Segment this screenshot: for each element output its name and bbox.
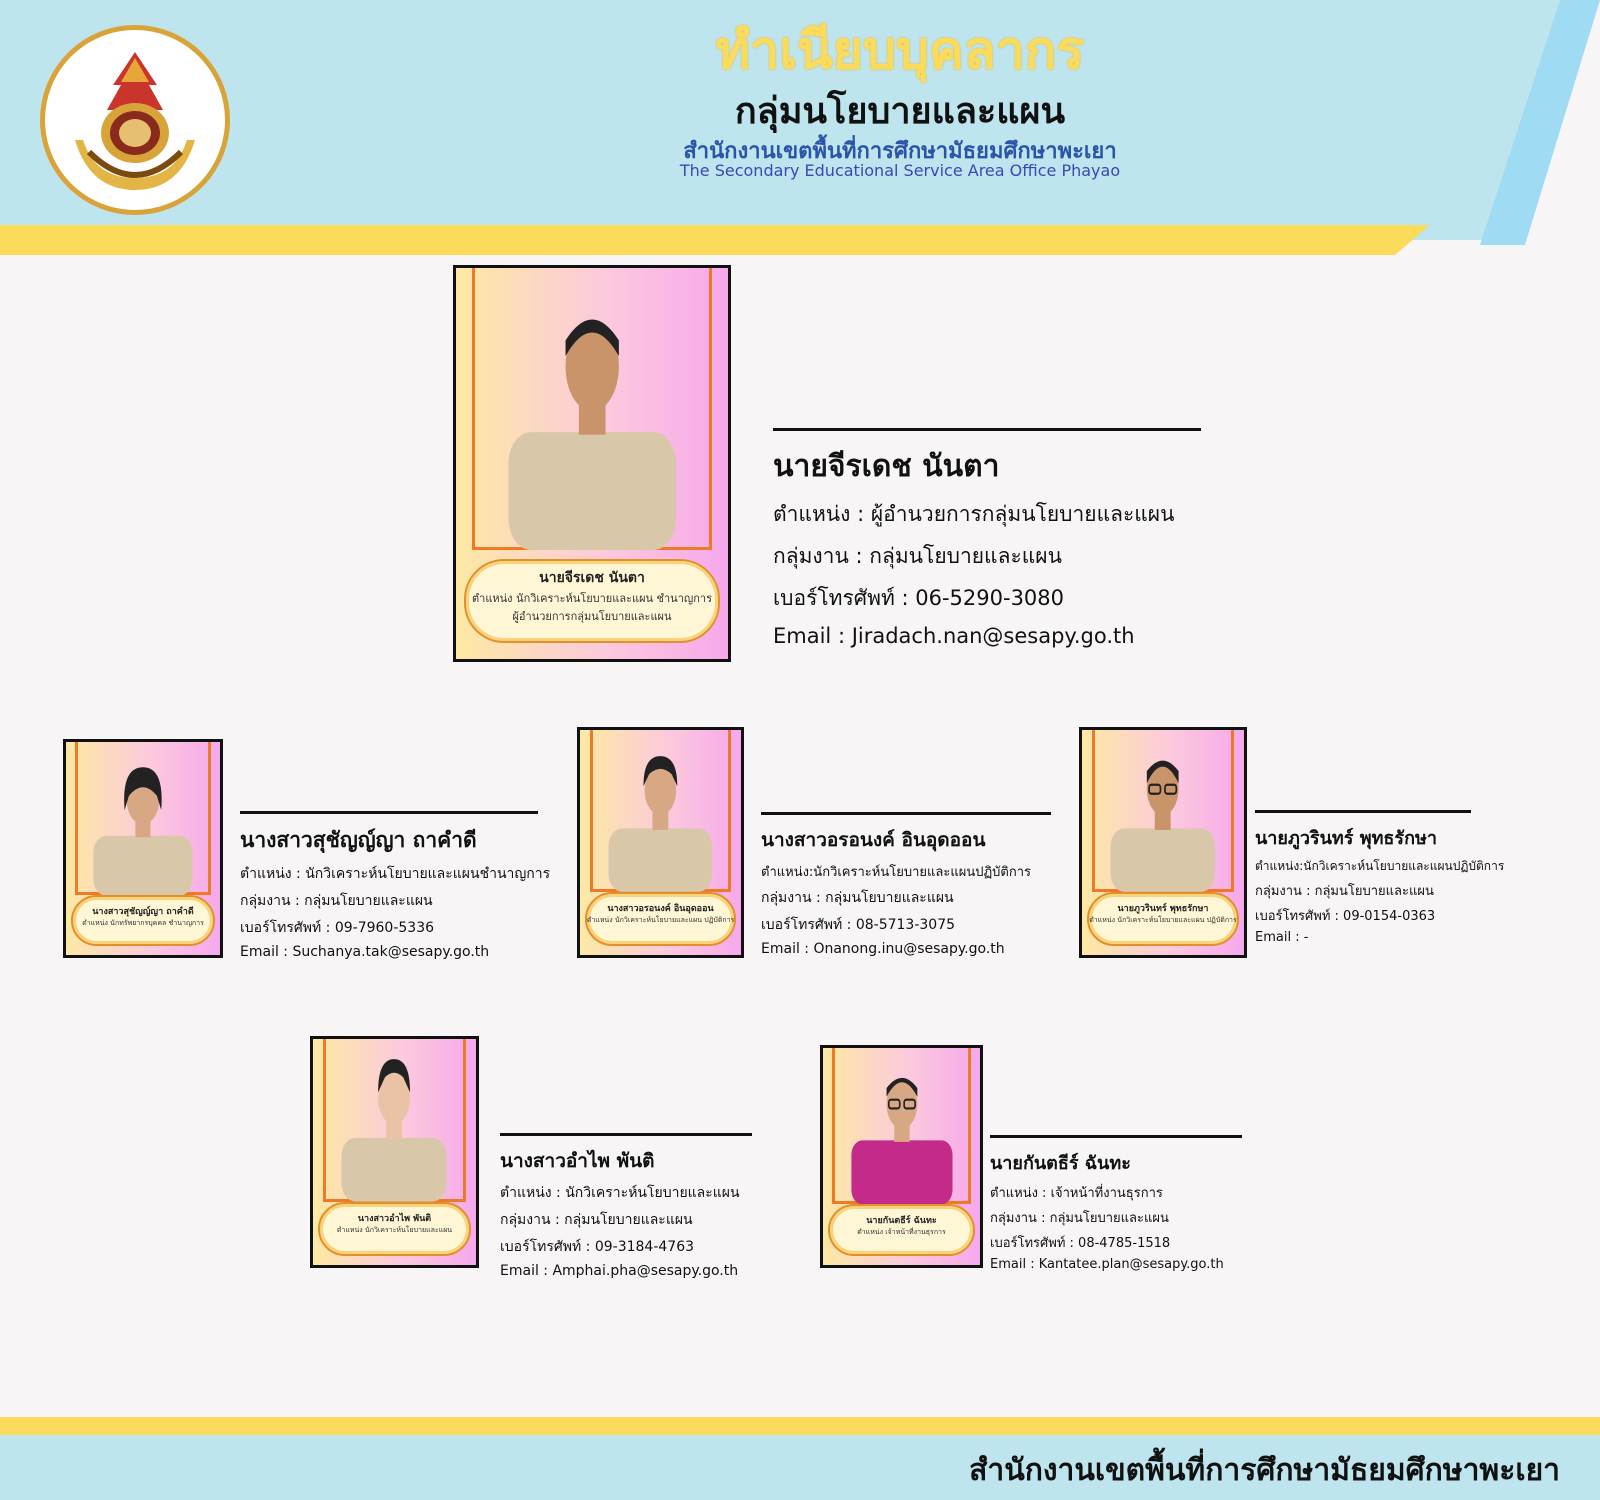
staff-portrait [847, 1059, 957, 1204]
group-heading: กลุ่มนโยบายและแผน [734, 91, 1066, 132]
staff-photo-card [310, 1036, 479, 1268]
plaque-name: นายกันตธีร์ ฉันทะ [866, 1216, 937, 1227]
plaque-name: นายจีรเดช นันตา [539, 570, 645, 587]
footer-stripe [0, 1417, 1600, 1435]
divider-line [1255, 810, 1471, 813]
staff-phone: เบอร์โทรศัพท์ : 09-0154-0363 [1255, 909, 1436, 924]
staff-email[interactable]: Email : - [1255, 930, 1309, 945]
staff-info [773, 428, 1201, 648]
staff-group: กลุ่มงาน : กลุ่มนโยบายและแผน [1255, 884, 1434, 899]
plaque-position: ตำแหน่ง นักวิเคราะห์นโยบายและแผน ชำนาญการ [472, 592, 712, 606]
plaque-position: ตำแหน่ง นักวิเคราะห์นโยบายและแผน [336, 1226, 453, 1235]
staff-email[interactable]: Email : Kantatee.plan@sesapy.go.th [990, 1257, 1224, 1272]
staff-position: ตำแหน่ง:นักวิเคราะห์นโยบายและแผนปฏิบัติการ [761, 865, 1032, 880]
name-plaque [71, 895, 216, 946]
staff-group: กลุ่มงาน : กลุ่มนโยบายและแผน [500, 1212, 693, 1228]
staff-phone: เบอร์โทรศัพท์ : 08-4785-1518 [990, 1236, 1171, 1251]
page-title: ทำเนียบบุคลากร [715, 21, 1085, 81]
staff-portrait [604, 741, 717, 892]
office-logo [40, 25, 230, 215]
plaque-name: นางสาวอำไพ พันติ [357, 1214, 432, 1225]
plaque-name: นางสาวสุชัญญ์ญา ถาคำดี [92, 907, 194, 918]
staff-email[interactable]: Email : Onanong.inu@sesapy.go.th [761, 941, 1005, 957]
plaque-name: นางสาวอรอนงค์ อินอุดออน [607, 904, 714, 915]
name-plaque [464, 559, 720, 643]
staff-phone: เบอร์โทรศัพท์ : 08-5713-3075 [761, 917, 956, 933]
name-plaque [585, 892, 736, 946]
staff-portrait [497, 288, 687, 550]
staff-info [500, 1133, 760, 1279]
staff-group: กลุ่มงาน : กลุ่มนโยบายและแผน [773, 544, 1062, 568]
divider-line [500, 1133, 752, 1136]
staff-email[interactable]: Email : Amphai.pha@sesapy.go.th [500, 1263, 739, 1279]
staff-info [1255, 810, 1545, 945]
staff-phone: เบอร์โทรศัพท์ : 06-5290-3080 [773, 586, 1065, 610]
staff-position: ตำแหน่ง : เจ้าหน้าที่งานธุรการ [990, 1186, 1163, 1201]
staff-photo-card [63, 739, 223, 958]
staff-portrait [1106, 741, 1219, 892]
staff-phone: เบอร์โทรศัพท์ : 09-3184-4763 [500, 1239, 695, 1255]
office-name-english: The Secondary Educational Service Area Office Phayao [679, 161, 1121, 180]
staff-portrait [337, 1050, 451, 1201]
staff-phone: เบอร์โทรศัพท์ : 09-7960-5336 [240, 920, 435, 936]
staff-group: กลุ่มงาน : กลุ่มนโยบายและแผน [761, 890, 954, 906]
staff-group: กลุ่มงาน : กลุ่มนโยบายและแผน [240, 893, 433, 909]
name-plaque [828, 1204, 976, 1256]
plaque-name: นายภูวรินทร์ พุทธรักษา [1117, 904, 1209, 915]
staff-name: นายจีรเดช นันตา [773, 449, 1000, 484]
plaque-position: ตำแหน่ง นักวิเคราะห์นโยบายและแผน ปฏิบัติการ [1089, 916, 1237, 925]
staff-name: นางสาวอำไพ พันติ [500, 1150, 655, 1172]
divider-line [761, 812, 1051, 815]
staff-position: ตำแหน่ง:นักวิเคราะห์นโยบายและแผนปฏิบัติการ [1255, 859, 1505, 873]
staff-position: ตำแหน่ง : นักวิเคราะห์นโยบายและแผน [500, 1185, 740, 1201]
staff-info [990, 1135, 1250, 1272]
footer-office-name: สำนักงานเขตพื้นที่การศึกษามัธยมศึกษาพะเยา [969, 1453, 1560, 1488]
staff-photo-card [453, 265, 731, 662]
staff-name: นายกันตธีร์ ฉันทะ [990, 1153, 1131, 1174]
divider-line [773, 428, 1201, 431]
staff-name: นายภูวรินทร์ พุทธรักษา [1255, 828, 1437, 849]
staff-position: ตำแหน่ง : ผู้อำนวยการกลุ่มนโยบายและแผน [773, 502, 1175, 526]
uniform-shape [508, 432, 676, 550]
name-plaque [318, 1202, 471, 1256]
staff-photo-card [1079, 727, 1247, 958]
name-plaque [1087, 892, 1239, 946]
staff-email[interactable]: Email : Jiradach.nan@sesapy.go.th [773, 624, 1135, 648]
plaque-position: ตำแหน่ง นักทรัพยากรบุคคล ชำนาญการ [82, 919, 204, 928]
staff-photo-card [820, 1045, 983, 1268]
staff-position: ตำแหน่ง : นักวิเคราะห์นโยบายและแผนชำนาญการ [240, 866, 551, 882]
header-stripe [0, 225, 1430, 255]
staff-info [240, 811, 551, 960]
plaque-position-2: ผู้อำนวยการกลุ่มนโยบายและแผน [512, 610, 672, 624]
staff-photo-card [577, 727, 744, 958]
staff-portrait [89, 753, 197, 896]
plaque-position: ตำแหน่ง เจ้าหน้าที่งานธุรการ [857, 1228, 946, 1237]
staff-info [761, 812, 1061, 957]
staff-email[interactable]: Email : Suchanya.tak@sesapy.go.th [240, 944, 490, 960]
divider-line [240, 811, 538, 814]
office-name-thai: สำนักงานเขตพื้นที่การศึกษามัธยมศึกษาพะเยา [683, 139, 1117, 164]
staff-name: นางสาวอรอนงค์ อินอุดออน [761, 829, 986, 851]
plaque-position: ตำแหน่ง นักวิเคราะห์นโยบายและแผน ปฏิบัติการ [586, 916, 735, 925]
staff-group: กลุ่มงาน : กลุ่มนโยบายและแผน [990, 1211, 1169, 1226]
divider-line [990, 1135, 1242, 1138]
staff-name: นางสาวสุชัญญ์ญา ถาคำดี [240, 828, 477, 852]
